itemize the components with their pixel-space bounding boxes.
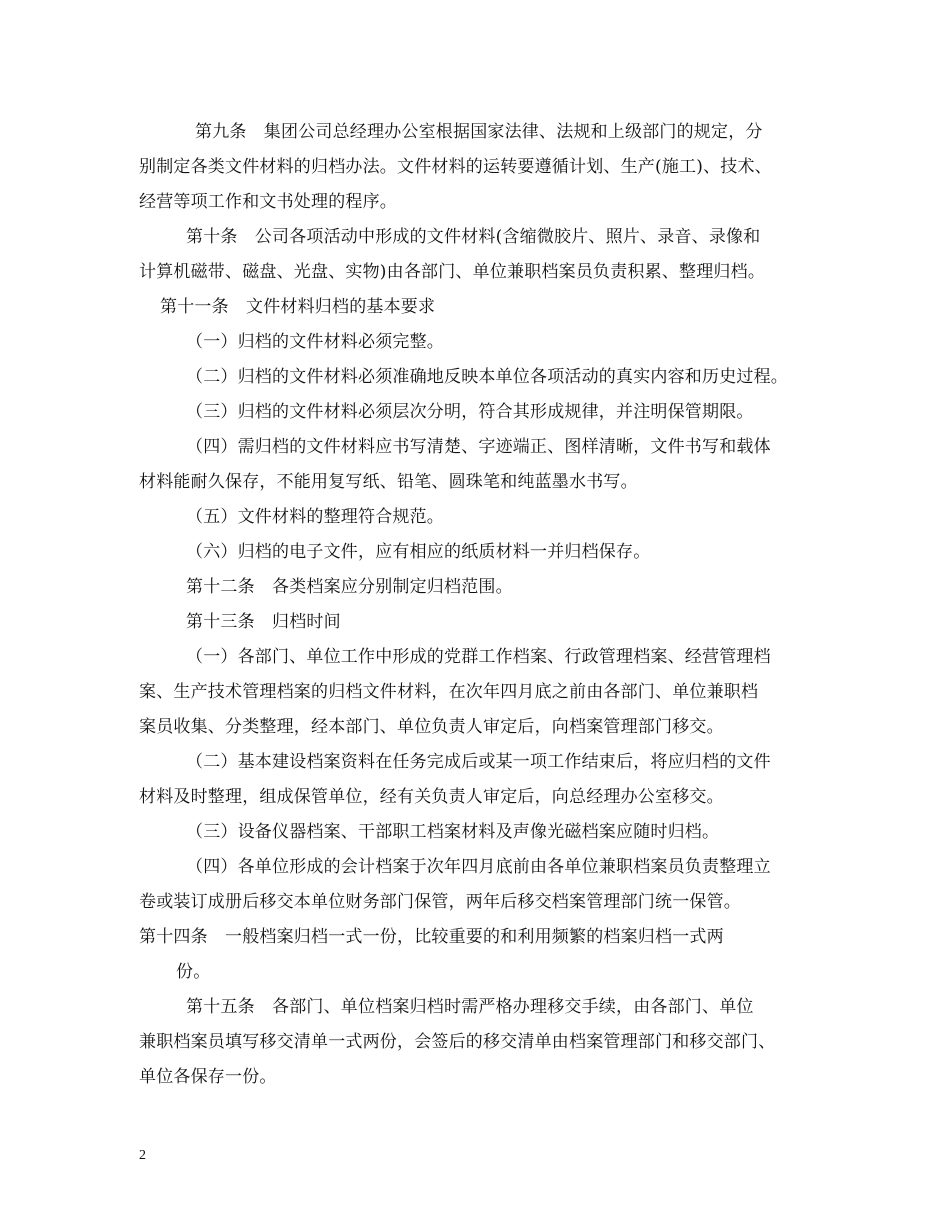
list-item: （三）归档的文件材料必须层次分明，符合其形成规律，并注明保管期限。 (186, 402, 754, 422)
section-heading: 第十五条 各部门、单位档案归档时需严格办理移交手续，由各部门、单位 (186, 997, 754, 1017)
list-item: （一）各部门、单位工作中形成的党群工作档案、行政管理档案、经营管理档 (186, 647, 771, 667)
paragraph-line: 案、生产技术管理档案的归档文件材料，在次年四月底之前由各部门、单位兼职档 (139, 682, 759, 702)
paragraph-line: 份。 (176, 962, 211, 982)
paragraph-line: 计算机磁带、磁盘、光盘、实物)由各部门、单位兼职档案员负责积累、整理归档。 (139, 262, 766, 282)
paragraph-line: 案员收集、分类整理，经本部门、单位负责人审定后，向档案管理部门移交。 (139, 717, 724, 737)
paragraph-line: 材料能耐久保存，不能用复写纸、铅笔、圆珠笔和纯蓝墨水书写。 (139, 472, 638, 492)
list-item: （三）设备仪器档案、干部职工档案材料及声像光磁档案应随时归档。 (186, 822, 720, 842)
list-item: （六）归档的电子文件，应有相应的纸质材料一并归档保存。 (186, 542, 651, 562)
list-item: （四）各单位形成的会计档案于次年四月底前由各单位兼职档案员负责整理立 (186, 857, 771, 877)
list-item: （二）基本建设档案资料在任务完成后或某一项工作结束后，将应归档的文件 (186, 752, 771, 772)
section-heading: 第十二条 各类档案应分别制定归档范围。 (186, 577, 513, 597)
page-number: 2 (139, 1148, 146, 1163)
section-heading: 第十三条 归档时间 (186, 612, 341, 632)
paragraph-line: 第九条 集团公司总经理办公室根据国家法律、法规和上级部门的规定，分 (195, 122, 763, 142)
paragraph-line: 第十条 公司各项活动中形成的文件材料(含缩微胶片、照片、录音、录像和 (186, 227, 761, 247)
section-heading: 第十一条 文件材料归档的基本要求 (160, 297, 436, 317)
paragraph-line: 别制定各类文件材料的归档办法。文件材料的运转要遵循计划、生产(施工)、技术、 (139, 157, 772, 177)
paragraph-line: 兼职档案员填写移交清单一式两份，会签后的移交清单由档案管理部门和移交部门、 (139, 1032, 776, 1052)
list-item: （二）归档的文件材料必须准确地反映本单位各项活动的真实内容和历史过程。 (186, 367, 788, 387)
paragraph-line: 经营等项工作和文书处理的程序。 (139, 192, 397, 212)
section-heading: 第十四条 一般档案归档一式一份，比较重要的和利用频繁的档案归档一式两 (139, 927, 724, 947)
paragraph-line: 单位各保存一份。 (139, 1067, 277, 1087)
list-item: （五）文件材料的整理符合规范。 (186, 507, 444, 527)
paragraph-line: 材料及时整理，组成保管单位，经有关负责人审定后，向总经理办公室移交。 (139, 787, 724, 807)
list-item: （四）需归档的文件材料应书写清楚、字迹端正、图样清晰，文件书写和载体 (186, 437, 771, 457)
list-item: （一）归档的文件材料必须完整。 (186, 332, 444, 352)
paragraph-line: 卷或装订成册后移交本单位财务部门保管，两年后移交档案管理部门统一保管。 (139, 892, 741, 912)
